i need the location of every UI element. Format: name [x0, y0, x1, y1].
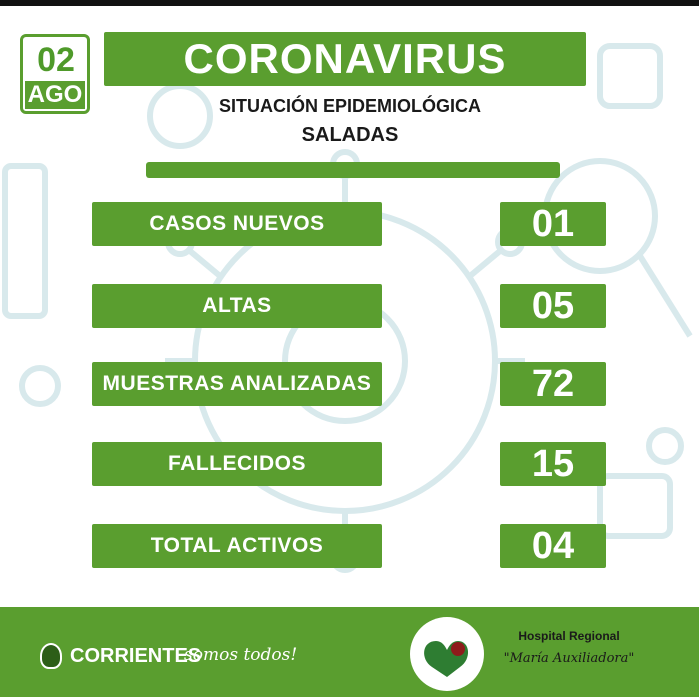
stat-label-fallecidos: FALLECIDOS [92, 442, 382, 486]
divider-bar [146, 162, 560, 178]
corrientes-shield-icon [40, 643, 62, 669]
hospital-name: "María Auxiliadora" [503, 651, 635, 666]
stat-label-altas: ALTAS [92, 284, 382, 328]
stat-label-total-activos: TOTAL ACTIVOS [92, 524, 382, 568]
hospital-logo-icon [410, 617, 484, 691]
date-month: AGO [25, 81, 85, 109]
stat-value-fallecidos: 15 [500, 442, 606, 486]
stat-label-casos-nuevos: CASOS NUEVOS [92, 202, 382, 246]
subtitle: SITUACIÓN EPIDEMIOLÓGICA [218, 96, 481, 116]
location-name: SALADAS [301, 124, 399, 146]
stat-value-muestras-analizadas: 72 [500, 362, 606, 406]
stat-value-altas: 05 [500, 284, 606, 328]
date-badge [20, 34, 90, 114]
stat-value-casos-nuevos: 01 [500, 202, 606, 246]
footer-bar [0, 607, 699, 697]
title-banner [104, 32, 586, 86]
government-slogan: somos todos! [184, 645, 298, 665]
date-day: 02 [37, 41, 75, 79]
hospital-label: Hospital Regional [518, 629, 620, 643]
government-name: CORRIENTES [70, 645, 202, 667]
stat-value-total-activos: 04 [500, 524, 606, 568]
page-title: CORONAVIRUS [183, 35, 507, 82]
stat-label-muestras-analizadas: MUESTRAS ANALIZADAS [92, 362, 382, 406]
